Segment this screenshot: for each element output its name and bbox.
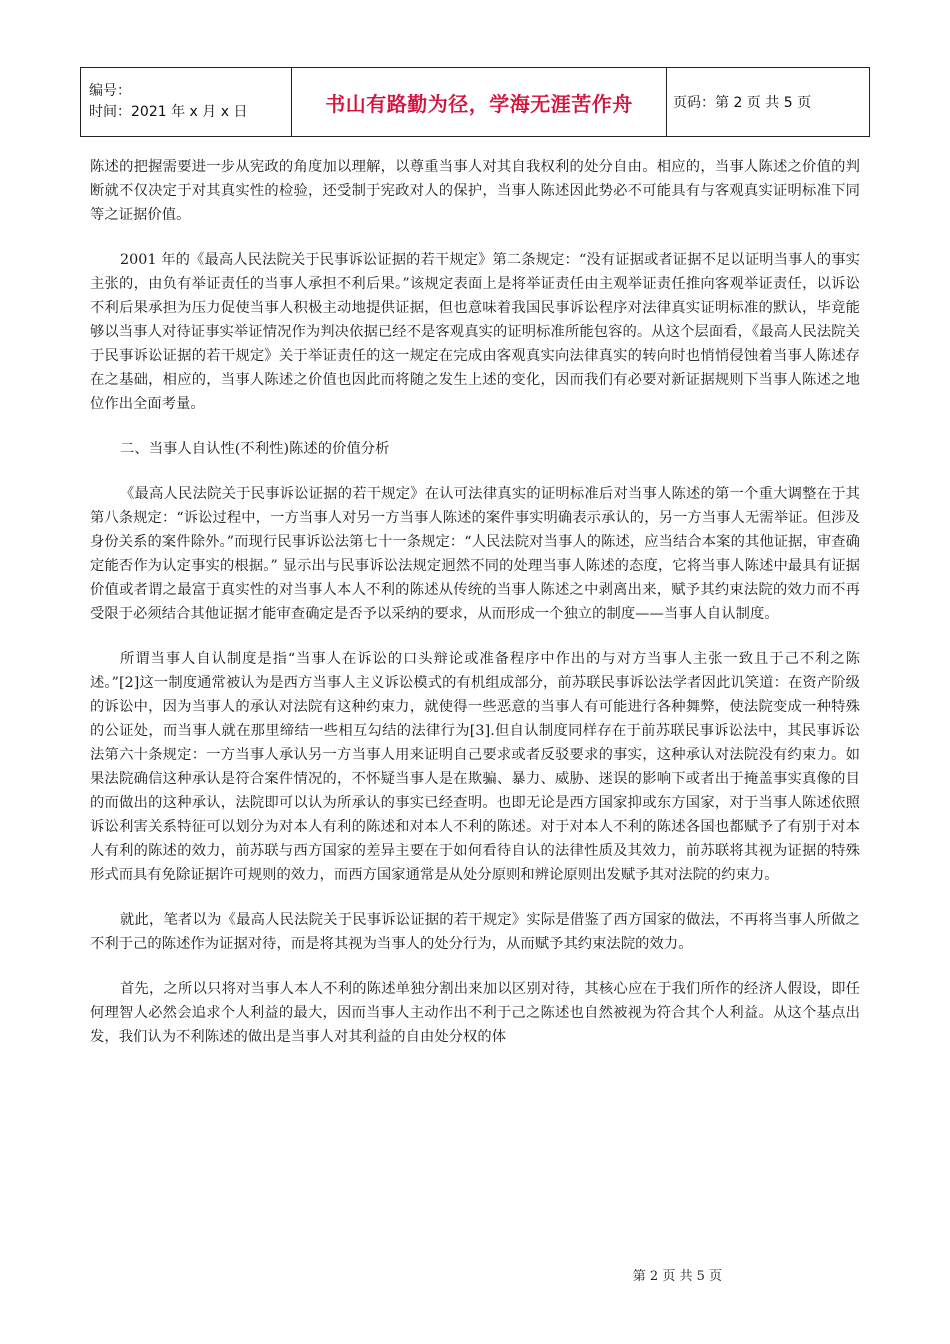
page-footer: 第 2 页 共 5 页 xyxy=(632,1269,722,1284)
paragraph-4: 所谓当事人自认制度是指“当事人在诉讼的口头辩论或准备程序中作出的与对方当事人主张一致且于己不利之陈述。”[2]这一制度通常被认为是西方当事人主义诉讼模式的有机组成部分，前苏联民事诉讼法学者因此讥笑道：在资产阶级的诉讼中，因为当事人的承认对法院有这种约束力，就使得一些恶意的当事人有可能进行各种舞弊，使法院变成一种特殊的公证处，而当事人就在那里缔结一些相互勾结的法律行为[3].但自认制度同样存在于前苏联民事诉讼法中，其民事诉讼法第六十条规定：一方当事人承认另一方当事人用来证明自己要求或者反驳要求的事实，这种承认对法院没有约束力。如果法院确信这种承认是符合案件情况的，不怀疑当事人是在欺骗、暴力、威胁、迷误的影响下或者出于掩盖事实真像的目的而做出的这种承认，法院即可以认为所承认的事实已经查明。也即无论是西方国家抑或东方国家，对于当事人陈述依照诉讼利害关系特征可以划分为对本人有利的陈述和对本人不利的陈述。对于对本人不利的陈述各国也都赋予了有别于对本人有利的陈述的效力，前苏联与西方国家的差异主要在于如何看待自认的法律性质及其效力，前苏联将其视为证据的特殊形式而具有免除证据许可规则的效力，而西方国家通常是从处分原则和辨论原则出发赋予其对法院的约束力。 xyxy=(90,651,860,883)
document-date-label: 时间：2021 年 x 月 x 日 xyxy=(89,104,248,120)
document-body xyxy=(90,155,860,1070)
document-header xyxy=(80,67,870,137)
paragraph-5: 就此，笔者以为《最高人民法院关于民事诉讼证据的若干规定》实际是借鉴了西方国家的做法，不再将当事人所做之不利于己的陈述作为证据对待，而是将其视为当事人的处分行为，从而赋予其约束法院的效力。 xyxy=(90,912,860,952)
header-page-number: 页码：第 2 页 共 5 页 xyxy=(667,68,870,137)
paragraph-6: 首先，之所以只将对当事人本人不利的陈述单独分割出来加以区别对待，其核心应在于我们所作的经济人假设，即任何理智人必然会追求个人利益的最大，因而当事人主动作出不利于己之陈述也自然被视为符合其个人利益。从这个基点出发，我们认为不利陈述的做出是当事人对其利益的自由处分权的体 xyxy=(90,981,860,1045)
header-motto: 书山有路勤为径，学海无涯苦作舟 xyxy=(292,68,667,137)
section-heading: 二、当事人自认性(不利性)陈述的价值分析 xyxy=(120,441,390,457)
header-meta xyxy=(81,68,292,137)
paragraph-2: 2001 年的《最高人民法院关于民事诉讼证据的若干规定》第二条规定：“没有证据或者证据不足以证明当事人的事实主张的，由负有举证责任的当事人承担不利后果。”该规定表面上是将举证责任由主观举证责任推向客观举证责任，以诉讼不利后果承担为压力促使当事人积极主动地提供证据，但也意味着我国民事诉讼程序对法律真实证明标准的默认，毕竟能够以当事人对待证事实举证情况作为判决依据已经不是客观真实的证明标准所能包容的。从这个层面看，《最高人民法院关于民事诉讼证据的若干规定》关于举证责任的这一规定在完成由客观真实向法律真实的转向时也悄悄侵蚀着当事人陈述存在之基础，相应的，当事人陈述之价值也因此而将随之发生上述的变化，因而我们有必要对新证据规则下当事人陈述之地位作出全面考量。 xyxy=(90,252,860,412)
document-number-label: 编号： xyxy=(89,83,131,99)
paragraph-3: 《最高人民法院关于民事诉讼证据的若干规定》在认可法律真实的证明标准后对当事人陈述的第一个重大调整在于其第八条规定：“诉讼过程中，一方当事人对另一方当事人陈述的案件事实明确表示承认的，另一方当事人无需举证。但涉及身份关系的案件除外。”而现行民事诉讼法第七十一条规定：“人民法院对当事人的陈述，应当结合本案的其他证据，审查确定能否作为认定事实的根据。” 显示出与民事诉讼法规定迥然不同的处理当事人陈述的态度，它将当事人陈述中最具有证据价值或者谓之最富于真实性的对当事人本人不利的陈述从传统的当事人陈述之中剥离出来，赋予其约束法院的效力而不再受限于必须结合其他证据才能审查确定是否予以采纳的要求，从而形成一个独立的制度——当事人自认制度。 xyxy=(90,486,860,622)
paragraph-1: 陈述的把握需要进一步从宪政的角度加以理解，以尊重当事人对其自我权利的处分自由。相应的，当事人陈述之价值的判断就不仅决定于对其真实性的检验，还受制于宪政对人的保护，当事人陈述因此势必不可能具有与客观真实证明标准下同等之证据价值。 xyxy=(90,159,860,223)
